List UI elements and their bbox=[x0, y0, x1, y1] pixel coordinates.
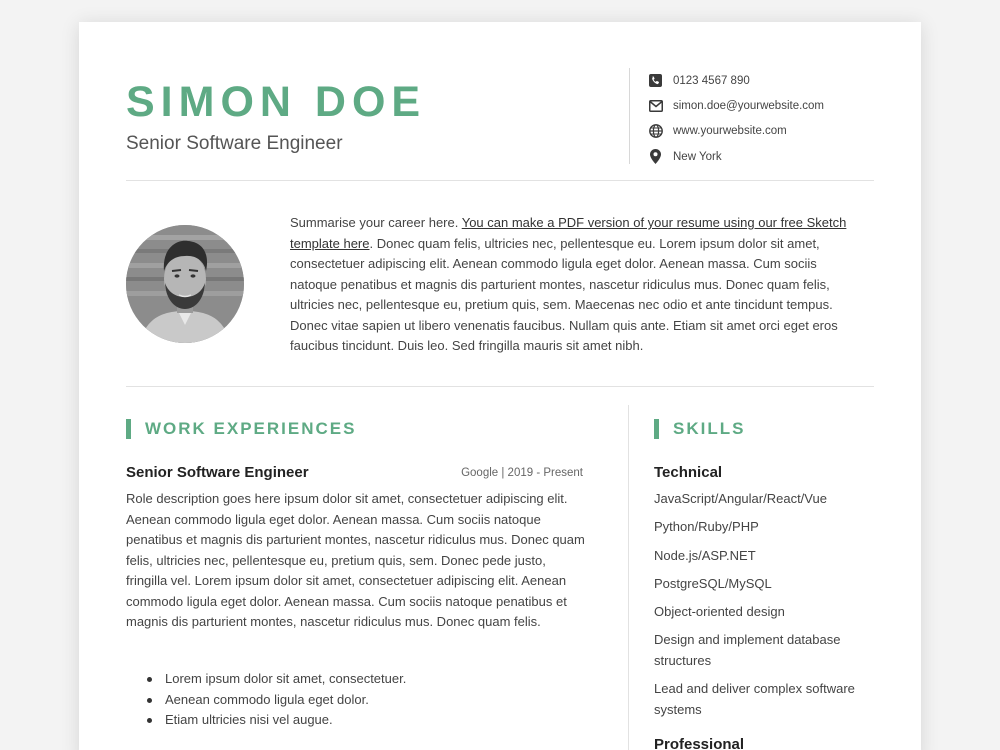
phone-icon bbox=[648, 73, 663, 88]
contact-location-text: New York bbox=[673, 150, 722, 163]
list-item: PostgreSQL/MySQL bbox=[654, 575, 772, 591]
summary-body: . Donec quam felis, ultricies nec, pellentesque eu. Lorem ipsum dolor sit amet, consectetuer adipiscing elit. Aenean commodo ligula eget dolor. Aenean massa. Cum sociis natoque penatibus et magnis dis parturient montes, nascetur ridiculus mus. Donec quam felis, ultricies nec, pellentesque eu, pretium quis, sem. Maecenas nec odio et ante tincidunt tempus. Donec vitae sapien ut libero venenatis faucibus. Nullam quis ante. Etiam sit amet orci eget eros faucibus tincidunt. Duis leo. Sed fringilla mauris sit amet nibh. bbox=[290, 235, 838, 353]
list-item: Object-oriented design bbox=[654, 604, 785, 620]
list-item: Etiam ultricies nisi vel augue. bbox=[147, 710, 587, 731]
skills-heading: SKILLS bbox=[654, 419, 745, 439]
summary-intro: Summarise your career here. bbox=[290, 215, 462, 230]
job-description: Role description goes here ipsum dolor sit amet, consectetuer adipiscing elit. Aenean commodo ligula eget dolor. Aenean massa. Cum sociis natoque penatibus et magnis dis parturient montes, nascetur ridiculus mus. Donec quam felis, ultricies nec, pellentesque eu, pretium quis, sem. Donec pede justo, fringilla vel. Lorem ipsum dolor sit amet, consectetuer adipiscing elit. Aenean commodo ligula eget dolor. Aenean massa. Cum sociis natoque penatibus et magnis dis parturient montes, nascetur ridiculus mus. Donec quam felis. bbox=[126, 491, 585, 629]
column-divider bbox=[628, 405, 629, 750]
resume-page bbox=[79, 22, 921, 750]
contact-email[interactable] bbox=[648, 93, 824, 118]
header-divider bbox=[126, 180, 874, 181]
candidate-name: SIMON DOE bbox=[126, 78, 427, 126]
contact-website[interactable] bbox=[648, 119, 824, 144]
career-summary bbox=[290, 213, 865, 357]
envelope-icon bbox=[648, 98, 663, 113]
work-experiences-heading: WORK EXPERIENCES bbox=[126, 419, 356, 439]
contact-phone-text: 0123 4567 890 bbox=[673, 74, 750, 87]
resume-header bbox=[126, 22, 874, 180]
list-item: Lead and deliver complex software systems bbox=[654, 681, 855, 717]
list-item: Node.js/ASP.NET bbox=[654, 547, 756, 563]
contact-location bbox=[648, 144, 824, 169]
summary-divider bbox=[126, 386, 874, 387]
list-item: Python/Ruby/PHP bbox=[654, 519, 759, 535]
avatar bbox=[126, 225, 244, 343]
job-title: Senior Software Engineer bbox=[126, 464, 309, 481]
sketch-template-link[interactable]: You can make a PDF version of your resume using our free Sketch template here bbox=[290, 215, 847, 251]
location-pin-icon bbox=[648, 149, 663, 164]
globe-icon bbox=[648, 124, 663, 139]
contact-email-text: simon.doe@yourwebsite.com bbox=[673, 99, 825, 112]
list-item: JavaScript/Angular/React/Vue bbox=[654, 491, 827, 506]
list-item: Lorem ipsum dolor sit amet, consectetuer. bbox=[147, 669, 587, 690]
contact-phone[interactable] bbox=[648, 68, 824, 93]
list-item: Aenean commodo ligula eget dolor. bbox=[147, 690, 587, 711]
technical-skills-list bbox=[654, 489, 884, 728]
contact-info bbox=[629, 68, 824, 164]
contact-website-text: www.yourwebsite.com bbox=[673, 125, 787, 138]
job-meta: Google | 2019 - Present bbox=[461, 467, 583, 479]
list-item: Design and implement database structures bbox=[654, 632, 841, 668]
candidate-title: Senior Software Engineer bbox=[126, 133, 343, 154]
skills-category-professional: Professional bbox=[654, 736, 745, 750]
job-bullet-list bbox=[147, 669, 587, 731]
skills-category-technical: Technical bbox=[654, 464, 723, 481]
